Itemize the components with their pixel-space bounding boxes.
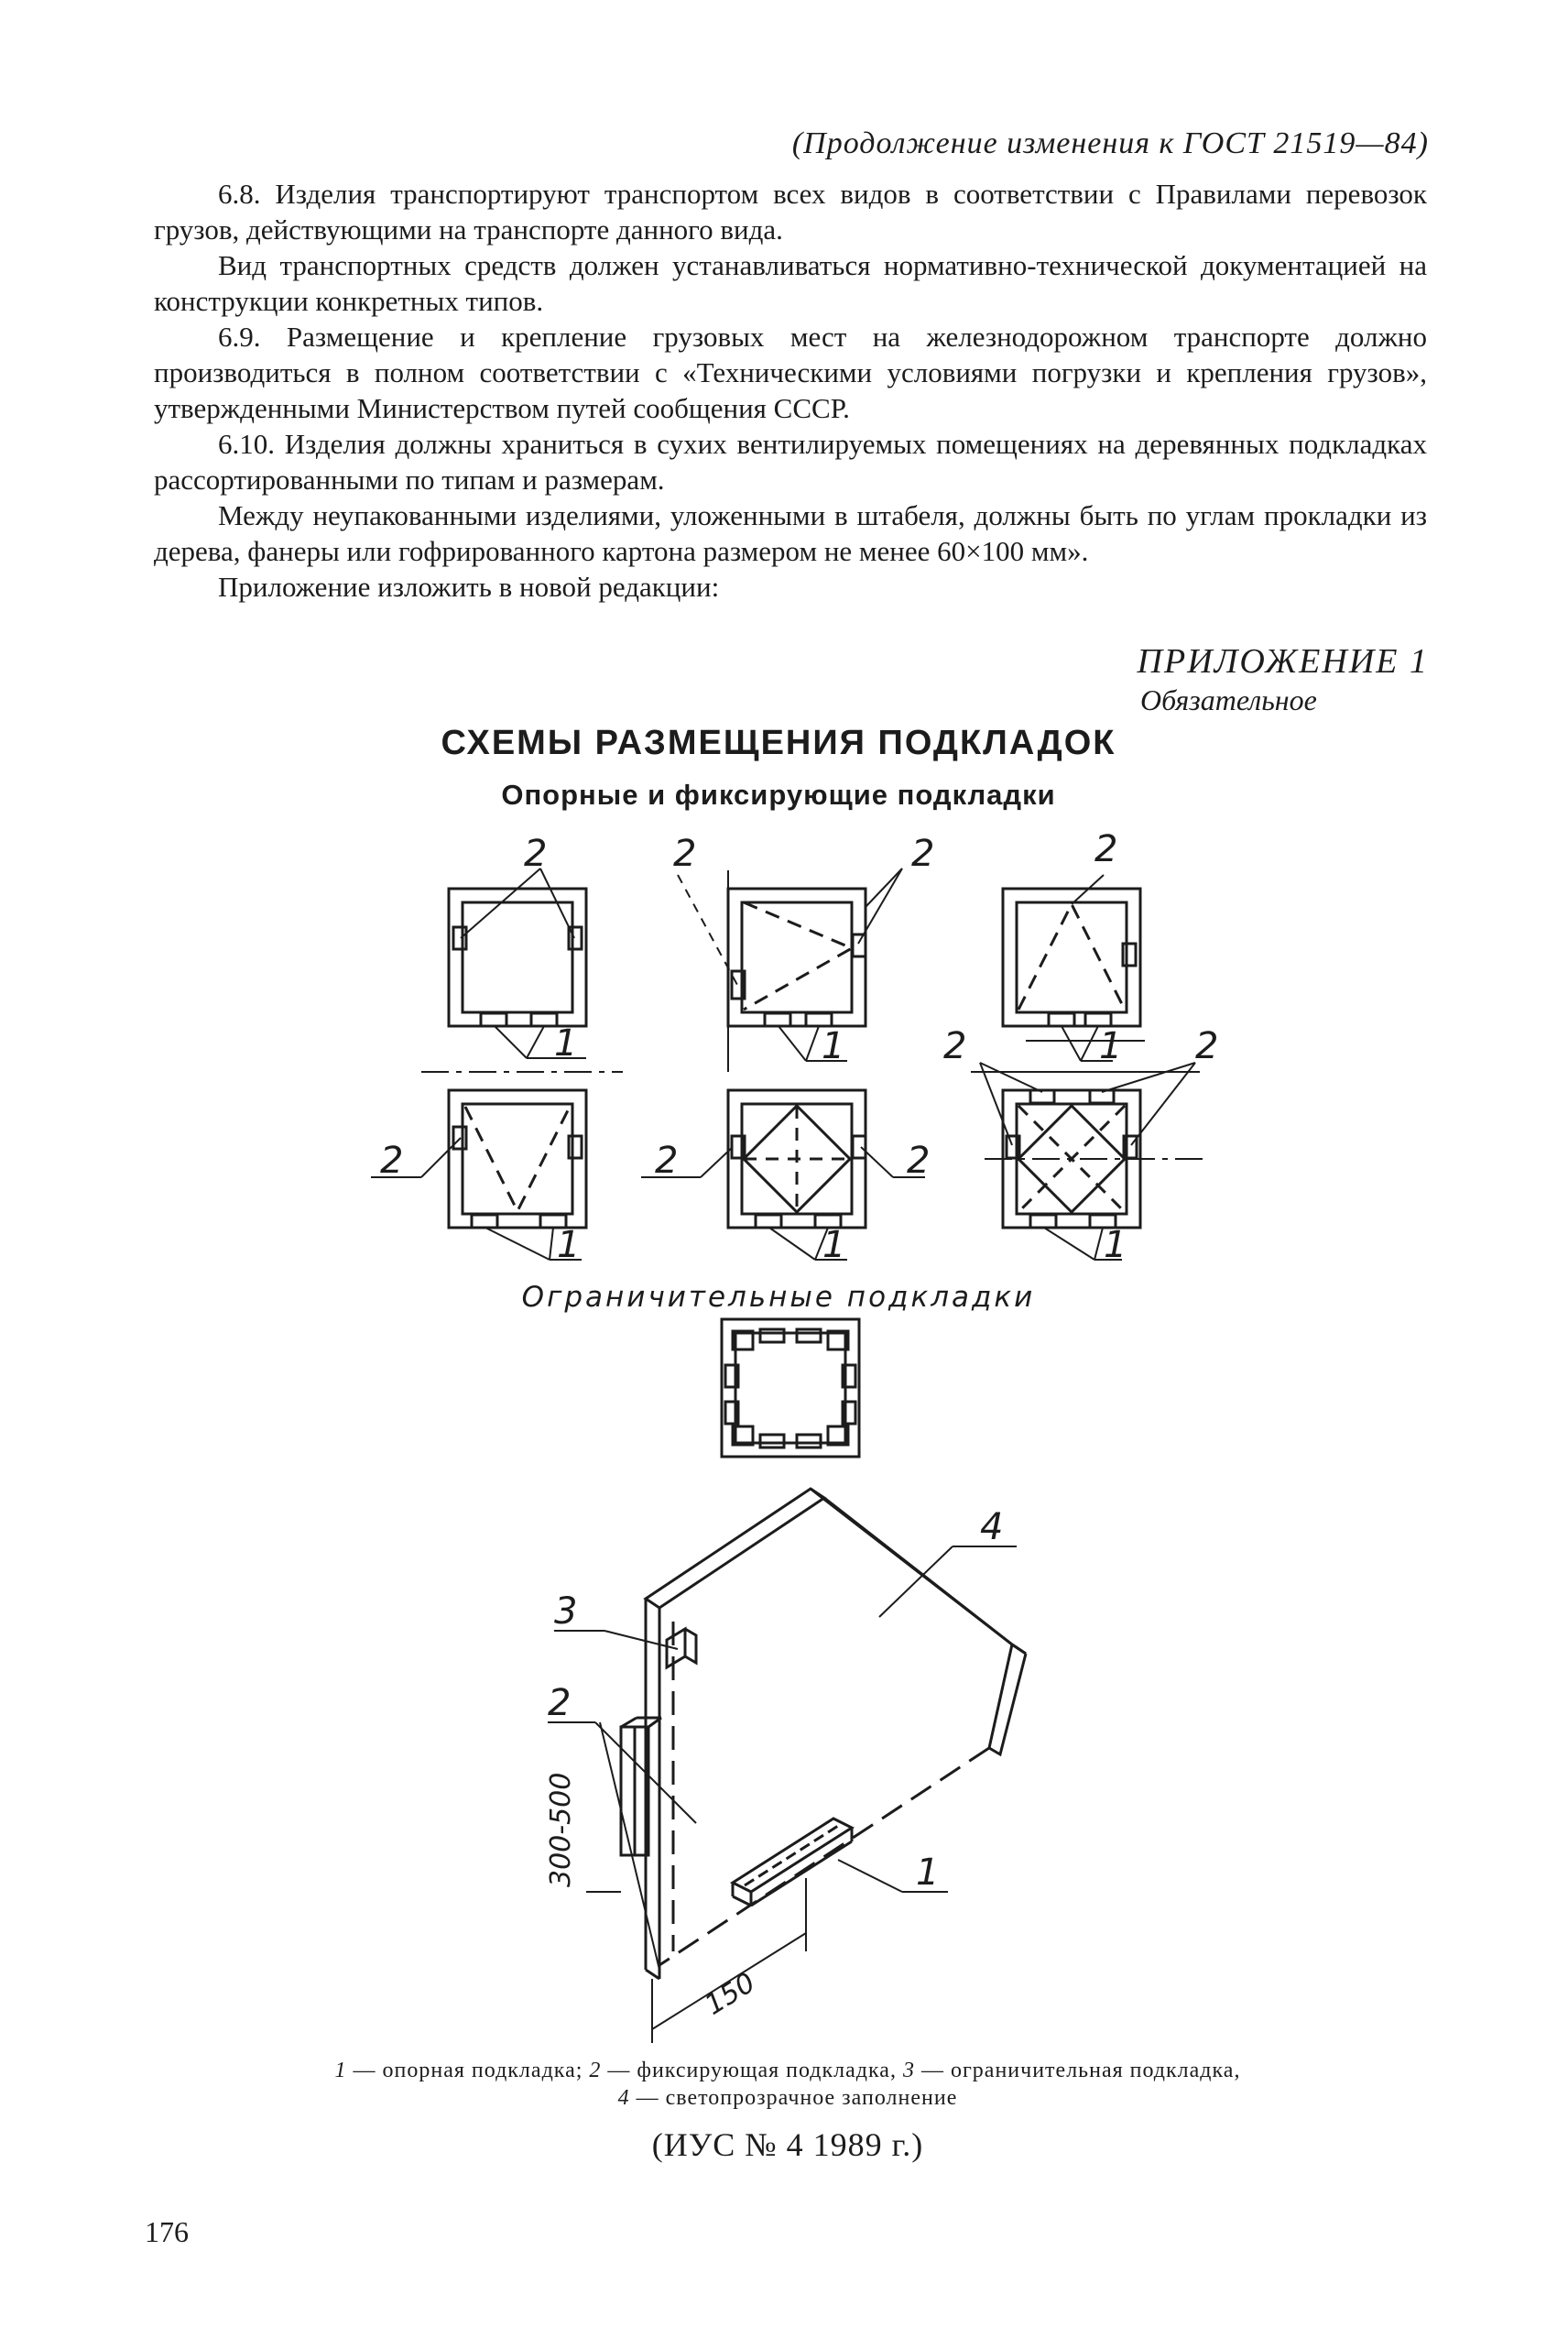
scheme-row1-middle <box>678 869 902 1072</box>
paragraph: 6.9. Размещение и крепление грузовых мест на железнодорожном транспорте должно производиться в полном соответствии с «Техническими условиями погрузки и крепления грузов», утвержденными Министерством путей сообщения СССР. <box>154 321 1427 424</box>
caption-num: 3 <box>902 2059 915 2082</box>
page-number: 176 <box>145 2215 189 2248</box>
panel-label-2: 2 <box>548 1682 572 1724</box>
source-reference: (ИУС № 4 1989 г.) <box>651 2126 924 2163</box>
scheme-label: 2 <box>1094 828 1118 870</box>
scheme-label: 1 <box>1099 1025 1123 1067</box>
scheme-label: 1 <box>557 1224 581 1266</box>
section-subtitle: Опорные и фиксирующие подкладки <box>501 779 1056 811</box>
panel-label-3: 3 <box>554 1590 578 1633</box>
figure-caption: 1 — опорная подкладка; 2 — фиксирующая подкладка, 3 — ограничительная подкладка, 4 — светопрозрачное заполнение <box>334 2059 1241 2110</box>
scheme-label: 2 <box>673 833 697 875</box>
restraining-scheme <box>722 1319 859 1457</box>
scheme-label: 1 <box>822 1025 845 1067</box>
appendix-status: Обязательное <box>1140 683 1317 716</box>
caption-text: фиксирующая подкладка, <box>637 2059 897 2082</box>
scheme-row2-middle <box>641 1090 925 1260</box>
scheme-label: 2 <box>655 1140 679 1182</box>
panel-label-1: 1 <box>916 1852 940 1894</box>
restraining-pads-label: Ограничительные подкладки <box>521 1281 1036 1314</box>
paragraph: Между неупакованными изделиями, уложенными в штабеля, должны быть по углам прокладки из дерева, фанеры или гофрированного картона размером не менее 60×100 мм». <box>154 499 1427 567</box>
scheme-label: 2 <box>1195 1025 1219 1067</box>
caption-text: светопрозрачное заполнение <box>665 2086 958 2110</box>
paragraph: 6.8. Изделия транспортируют транспортом всех видов в соответствии с Правилами перевозок грузов, действующими на транспорте данного вида. <box>154 178 1427 246</box>
appendix-number: ПРИЛОЖЕНИЕ 1 <box>1137 642 1429 681</box>
caption-num: 1 <box>334 2059 347 2082</box>
scheme-label: 2 <box>911 833 935 875</box>
scheme-label: 2 <box>907 1140 931 1182</box>
leader-lines <box>548 1546 1017 1892</box>
panel-label-4: 4 <box>980 1506 1004 1548</box>
caption-text: ограничительная подкладка, <box>950 2059 1241 2082</box>
scheme-row2-right <box>971 1063 1209 1260</box>
dimension-lines <box>586 1722 806 2043</box>
caption-num: 4 <box>617 2086 630 2110</box>
dimension-height: 300-500 <box>545 1772 577 1887</box>
scheme-label: 2 <box>943 1025 967 1067</box>
scheme-label: 2 <box>380 1140 404 1182</box>
page-header: (Продолжение изменения к ГОСТ 21519—84) <box>791 126 1429 160</box>
panel-isometric <box>621 1489 1026 1979</box>
paragraph: Приложение изложить в новой редакции: <box>218 571 720 603</box>
scheme-label: 1 <box>1104 1224 1127 1266</box>
scheme-row1-right <box>1003 875 1145 1061</box>
caption-text: опорная подкладка; <box>382 2059 583 2082</box>
dimension-width: 150 <box>699 1966 761 2022</box>
paragraph: Вид транспортных средств должен устанавливаться нормативно-технической документацией на конструкции конкретных типов. <box>154 249 1427 317</box>
scheme-label: 1 <box>554 1022 578 1065</box>
scheme-label: 2 <box>524 833 548 875</box>
scheme-label: 1 <box>822 1224 846 1266</box>
caption-num: 2 <box>589 2059 602 2082</box>
section-title: СХЕМЫ РАЗМЕЩЕНИЯ ПОДКЛАДОК <box>441 724 1116 762</box>
paragraph: 6.10. Изделия должны храниться в сухих вентилируемых помещениях на деревянных подкладках рассортированными по типам и размерам. <box>154 428 1427 496</box>
